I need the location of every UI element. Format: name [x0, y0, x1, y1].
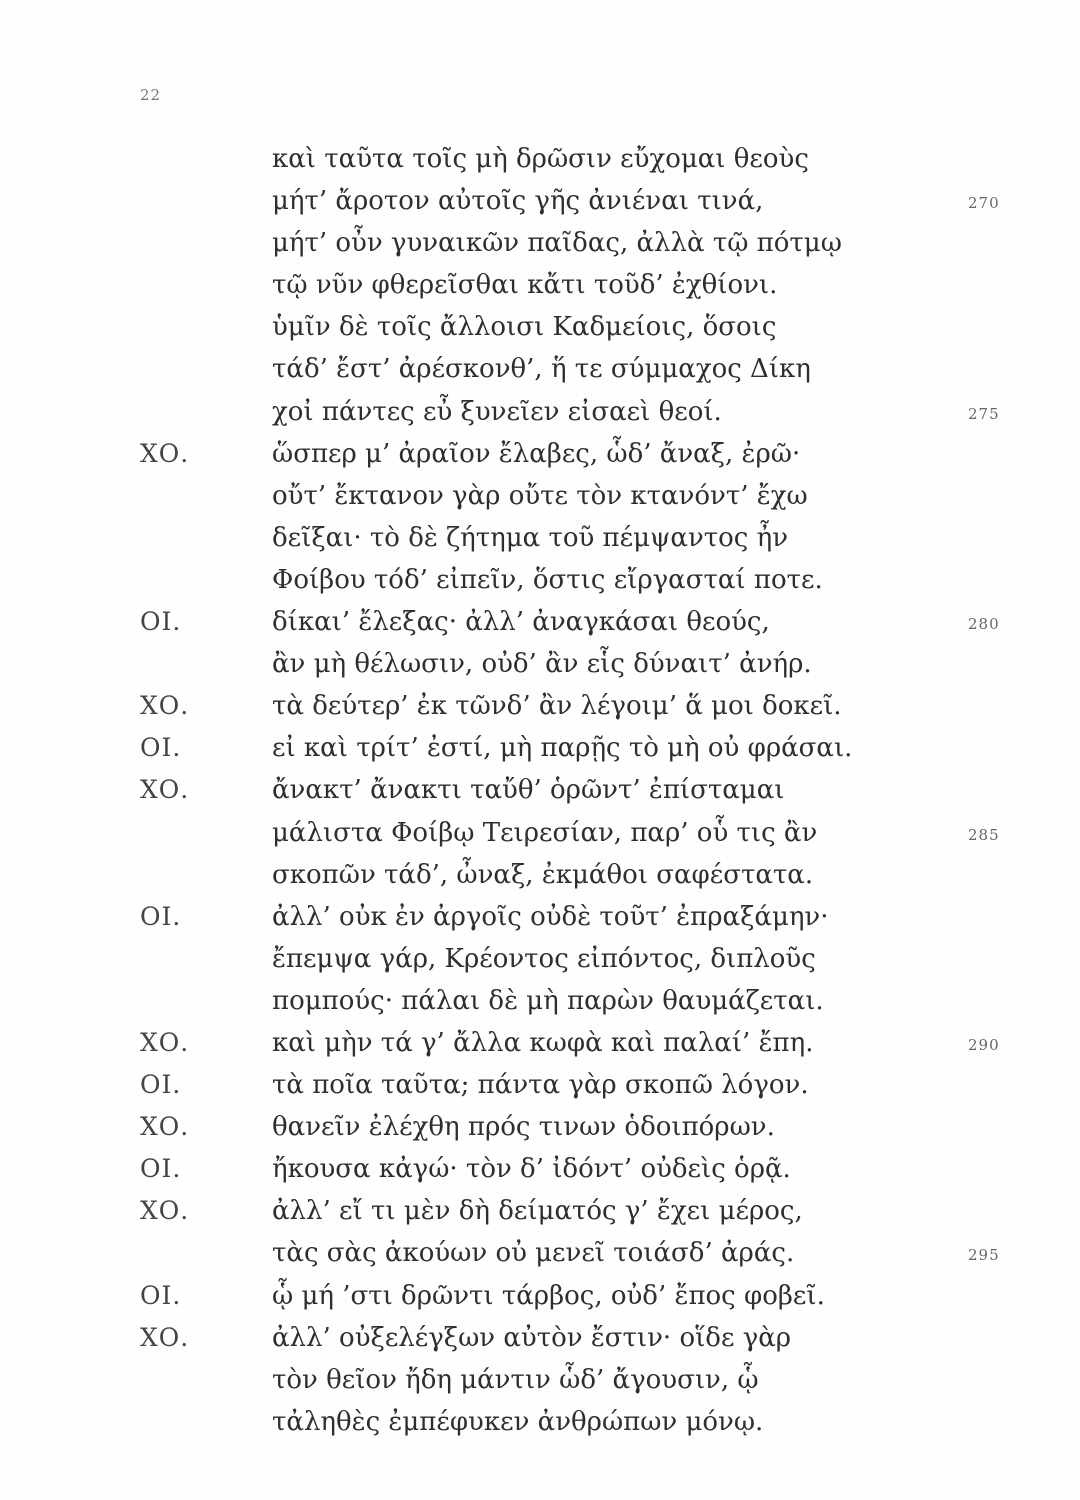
verse-text: τὰς σὰς ἀκούων οὐ μενεῖ τοιάσδ’ ἀράς. — [272, 1238, 795, 1269]
verse-text: μήτ’ οὖν γυναικῶν παῖδας, ἀλλὰ τῷ πότμῳ — [272, 228, 842, 259]
verse-text: μήτ’ ἄροτον αὐτοῖς γῆς ἀνιέναι τινά, — [272, 186, 764, 217]
speaker-label: ΟΙ. — [140, 901, 182, 931]
verse-text: ὥσπερ μ’ ἀραῖον ἔλαβες, ὧδ’ ἄναξ, ἐρῶ· — [272, 438, 801, 469]
verse-line — [0, 348, 1080, 390]
verse-text: καὶ ταῦτα τοῖς μὴ δρῶσιν εὔχομαι θεοὺς — [272, 144, 809, 174]
speaker-label: ΧΟ. — [140, 1196, 190, 1226]
verse-line — [0, 812, 1080, 854]
verse-list — [0, 138, 1080, 1443]
line-number: 295 — [968, 1246, 1000, 1265]
verse-text: ἔπεμψα γάρ, Κρέοντος εἰπόντος, διπλοῦς — [272, 943, 816, 974]
line-number: 285 — [968, 825, 1000, 844]
verse-text: σκοπῶν τάδ’, ὦναξ, ἐκμάθοι σαφέστατα. — [272, 859, 814, 890]
verse-text: μάλιστα Φοίβῳ Τειρεσίαν, παρ’ οὗ τις ἂν — [272, 817, 818, 848]
verse-text: τὸν θεῖον ἤδη μάντιν ὧδ’ ἄγουσιν, ᾧ — [272, 1364, 759, 1395]
verse-text: οὔτ’ ἔκτανον γὰρ οὔτε τὸν κτανόντ’ ἔχω — [272, 480, 808, 511]
verse-line — [0, 601, 1080, 643]
verse-text: χοἰ πάντες εὖ ξυνεῖεν εἰσαεὶ θεοί. — [272, 396, 722, 427]
verse-line — [0, 391, 1080, 433]
verse-line — [0, 1359, 1080, 1401]
verse-line — [0, 980, 1080, 1022]
verse-line — [0, 517, 1080, 559]
line-number: 290 — [968, 1035, 1000, 1054]
speaker-label: ΧΟ. — [140, 1027, 190, 1057]
verse-line — [0, 643, 1080, 685]
verse-line — [0, 685, 1080, 727]
verse-line — [0, 306, 1080, 348]
verse-text: ἀλλ’ εἴ τι μὲν δὴ δείματός γ’ ἔχει μέρος, — [272, 1196, 803, 1227]
speaker-label: ΧΟ. — [140, 1322, 190, 1352]
verse-line — [0, 559, 1080, 601]
verse-text: ὑμῖν δὲ τοῖς ἄλλοισι Καδμείοις, ὅσοις — [272, 312, 777, 343]
speaker-label: ΧΟ. — [140, 1112, 190, 1142]
verse-line — [0, 180, 1080, 222]
verse-text: θανεῖν ἐλέχθη πρός τινων ὁδοιπόρων. — [272, 1112, 775, 1143]
speaker-label: ΟΙ. — [140, 1280, 182, 1310]
verse-text: πομπούς· πάλαι δὲ μὴ παρὼν θαυμάζεται. — [272, 985, 824, 1016]
verse-line — [0, 433, 1080, 475]
verse-text: ἤκουσα κἀγώ· τὸν δ’ ἰδόντ’ οὐδεὶς ὁρᾷ. — [272, 1154, 791, 1185]
verse-line — [0, 475, 1080, 517]
page-number: 22 — [140, 86, 162, 104]
verse-line — [0, 1401, 1080, 1443]
verse-line — [0, 1022, 1080, 1064]
verse-text: τὰ δεύτερ’ ἐκ τῶνδ’ ἂν λέγοιμ’ ἅ μοι δοκεῖ. — [272, 691, 842, 722]
verse-line — [0, 896, 1080, 938]
speaker-label: ΟΙ. — [140, 1154, 182, 1184]
verse-text: εἰ καὶ τρίτ’ ἐστί, μὴ παρῇς τὸ μὴ οὐ φράσαι. — [272, 733, 853, 764]
verse-line — [0, 1190, 1080, 1232]
verse-line — [0, 222, 1080, 264]
verse-text: Φοίβου τόδ’ εἰπεῖν, ὅστις εἴργασταί ποτε. — [272, 564, 823, 595]
verse-text: ἀλλ’ οὐξελέγξων αὐτὸν ἔστιν· οἵδε γὰρ — [272, 1322, 792, 1353]
verse-text: τἀληθὲς ἐμπέφυκεν ἀνθρώπων μόνῳ. — [272, 1406, 764, 1437]
verse-line — [0, 1148, 1080, 1190]
speaker-label: ΧΟ. — [140, 775, 190, 805]
verse-text: ἂν μὴ θέλωσιν, οὐδ’ ἂν εἷς δύναιτ’ ἀνήρ. — [272, 649, 812, 680]
verse-line — [0, 1317, 1080, 1359]
speaker-label: ΟΙ. — [140, 733, 182, 763]
verse-text: τάδ’ ἔστ’ ἀρέσκονθ’, ἥ τε σύμμαχος Δίκη — [272, 354, 811, 385]
speaker-label: ΧΟ. — [140, 438, 190, 468]
verse-line — [0, 769, 1080, 811]
verse-line — [0, 938, 1080, 980]
verse-text: ᾧ μή ’στι δρῶντι τάρβος, οὐδ’ ἔπος φοβεῖ. — [272, 1280, 825, 1311]
verse-line — [0, 138, 1080, 180]
verse-text: τὰ ποῖα ταῦτα; πάντα γὰρ σκοπῶ λόγον. — [272, 1070, 809, 1101]
verse-text: καὶ μὴν τά γ’ ἄλλα κωφὰ καὶ παλαί’ ἔπη. — [272, 1027, 814, 1058]
verse-line — [0, 264, 1080, 306]
verse-line — [0, 1232, 1080, 1274]
verse-line — [0, 1275, 1080, 1317]
verse-text: δεῖξαι· τὸ δὲ ζήτημα τοῦ πέμψαντος ἦν — [272, 522, 789, 553]
line-number: 275 — [968, 404, 1000, 423]
speaker-label: ΟΙ. — [140, 607, 182, 637]
verse-line — [0, 1064, 1080, 1106]
verse-text: ἄνακτ’ ἄνακτι ταὔθ’ ὁρῶντ’ ἐπίσταμαι — [272, 775, 785, 806]
speaker-label: ΧΟ. — [140, 691, 190, 721]
verse-line — [0, 727, 1080, 769]
verse-line — [0, 1106, 1080, 1148]
verse-text: δίκαι’ ἔλεξας· ἀλλ’ ἀναγκάσαι θεούς, — [272, 607, 770, 638]
verse-text: τῷ νῦν φθερεῖσθαι κἄτι τοῦδ’ ἐχθίονι. — [272, 270, 778, 301]
verse-line — [0, 854, 1080, 896]
verse-text: ἀλλ’ οὐκ ἐν ἀργοῖς οὐδὲ τοῦτ’ ἐπραξάμην· — [272, 901, 829, 932]
line-number: 280 — [968, 615, 1000, 634]
line-number: 270 — [968, 194, 1000, 213]
speaker-label: ΟΙ. — [140, 1070, 182, 1100]
